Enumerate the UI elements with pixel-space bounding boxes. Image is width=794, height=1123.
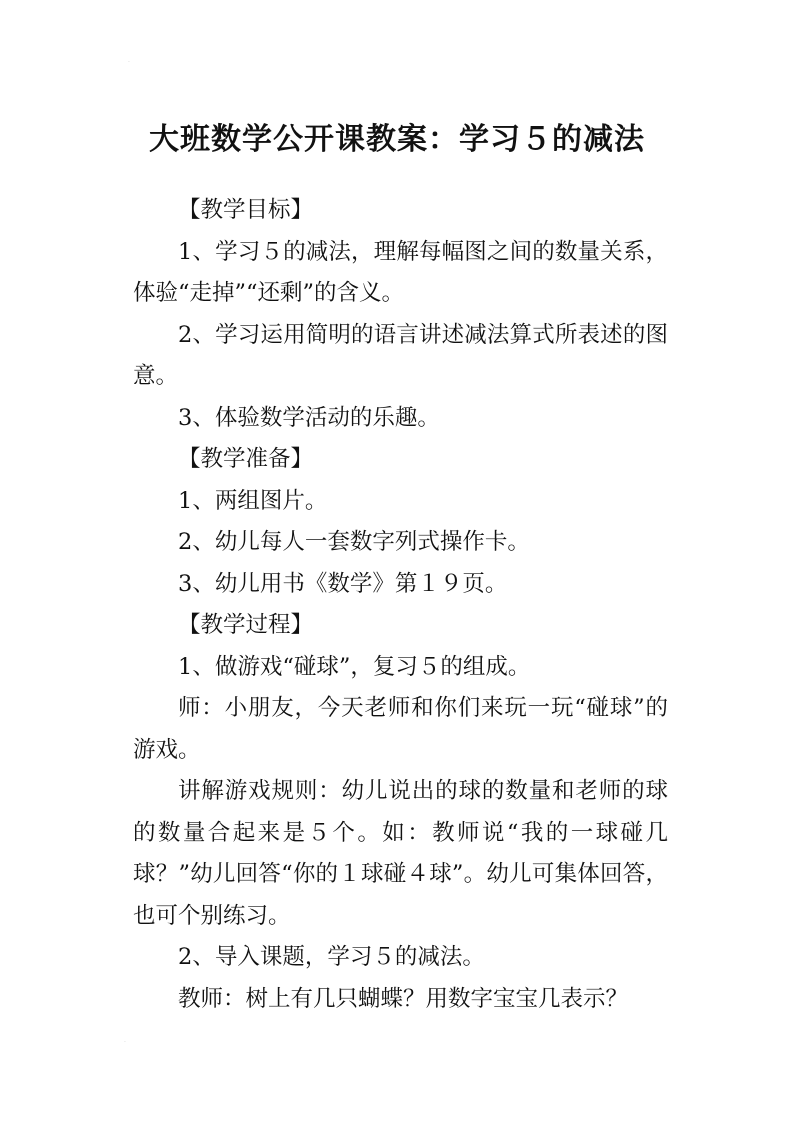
paragraph: 教师：树上有几只蝴蝶？用数字宝宝几表示？ bbox=[178, 985, 629, 1012]
paragraph: 讲解游戏规则：幼儿说出的球的数量和老师的球的数量合起来是５个。如：教师说“我的一球碰几球？”幼儿回答“你的１球碰４球”。幼儿可集体回答，也可个别练习。 bbox=[133, 778, 668, 929]
paragraph: 2、幼儿每人一套数字列式操作卡。 bbox=[178, 529, 530, 555]
scan-mark-bottom: · bbox=[124, 1039, 126, 1046]
paragraph: 2、导入课题，学习５的减法。 bbox=[178, 944, 485, 970]
paragraph: 2、学习运用简明的语言讲述减法算式所表述的图意。 bbox=[133, 321, 668, 389]
section-heading-process: 【教学过程】 bbox=[178, 612, 314, 638]
scan-mark-top: · bbox=[128, 59, 130, 66]
paragraph: 1、做游戏“碰球”，复习５的组成。 bbox=[178, 653, 531, 680]
document-body bbox=[133, 190, 668, 1020]
paragraph: 1、两组图片。 bbox=[178, 487, 328, 514]
paragraph: 3、体验数学活动的乐趣。 bbox=[178, 404, 440, 431]
paragraph: 3、幼儿用书《数学》第１９页。 bbox=[178, 570, 508, 597]
paragraph: 师：小朋友，今天老师和你们来玩一玩“碰球”的游戏。 bbox=[133, 695, 668, 763]
section-heading-objectives: 【教学目标】 bbox=[178, 197, 314, 223]
page-title: 大班数学公开课教案：学习５的减法 bbox=[149, 122, 645, 158]
paragraph: 1、学习５的减法，理解每幅图之间的数量关系，体验“走掉”“还剩”的含义。 bbox=[133, 238, 668, 306]
section-heading-preparation: 【教学准备】 bbox=[178, 446, 314, 472]
